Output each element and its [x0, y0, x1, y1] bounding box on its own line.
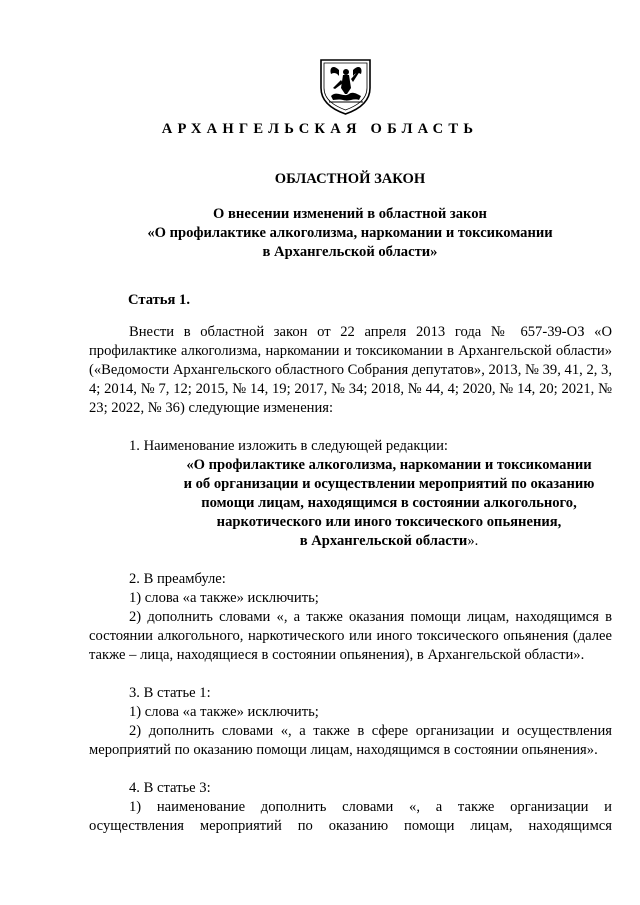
new-title-end: ». — [467, 533, 479, 549]
item-4-lead: 4. В статье 3: — [129, 780, 211, 796]
item-3-sub-2: 2) дополнить словами «, а также в сфере организации и осуществления мероприятий по оказанию помощи лицам, находящимся в состоянии опьянения». — [89, 723, 612, 758]
item-3-sub-1: 1) слова «а также» исключить; — [129, 704, 319, 720]
item-2-sub-1: 1) слова «а также» исключить; — [129, 590, 319, 606]
article-heading: Статья 1. — [128, 292, 190, 308]
region-name: АРХАНГЕЛЬСКАЯ ОБЛАСТЬ — [161, 121, 479, 137]
coat-of-arms-icon — [319, 58, 372, 115]
new-law-title — [129, 456, 640, 551]
new-title-line: помощи лицам, находящимся в состоянии алкогольного, — [201, 495, 577, 511]
item-2-lead: 2. В преамбуле: — [129, 571, 226, 587]
law-title — [0, 205, 640, 262]
new-title-line: наркотического или иного токсического опьянения, — [216, 514, 562, 530]
law-title-line: «О профилактике алкоголизма, наркомании и токсикомании — [147, 225, 553, 241]
article-intro: Внести в областной закон от 22 апреля 2013 года № 657-39-ОЗ «О профилактике алкоголизма, наркомании и токсикомании в Архангельской области» («Ведомости Архангельского областного Собрания депутатов», 2013, № 39, 41, 2, 3, 4; 2014, № 7, 12; 2015, № 14, 19; 2017, № 34; 2018, № 44, 4; 2020, № 14, 20; 2021, № 23; 2022, № 36) следующие изменения: — [89, 324, 612, 416]
new-title-line: и об организации и осуществлении мероприятий по оказанию — [183, 476, 595, 492]
item-2-sub-2: 2) дополнить словами «, а также оказания помощи лицам, находящимся в состоянии алкогольного, наркотического или иного токсического опьянения (далее также – лица, находящиеся в состоянии опьянения), в Архангельской области». — [89, 609, 612, 663]
item-4-sub-1: 1) наименование дополнить словами «, а также организации и осуществления мероприятий по оказанию помощи лицам, находящимся — [89, 799, 612, 834]
new-title-line-last: в Архангельской области». — [299, 533, 479, 549]
article-body — [89, 323, 612, 836]
item-1-lead: 1. Наименование изложить в следующей редакции: — [129, 438, 448, 454]
new-title-line: «О профилактике алкоголизма, наркомании и токсикомании — [186, 457, 592, 473]
law-title-line: в Архангельской области» — [262, 244, 438, 260]
law-title-line: О внесении изменений в областной закон — [213, 206, 487, 222]
item-3-lead: 3. В статье 1: — [129, 685, 211, 701]
law-type: ОБЛАСТНОЙ ЗАКОН — [274, 171, 426, 187]
